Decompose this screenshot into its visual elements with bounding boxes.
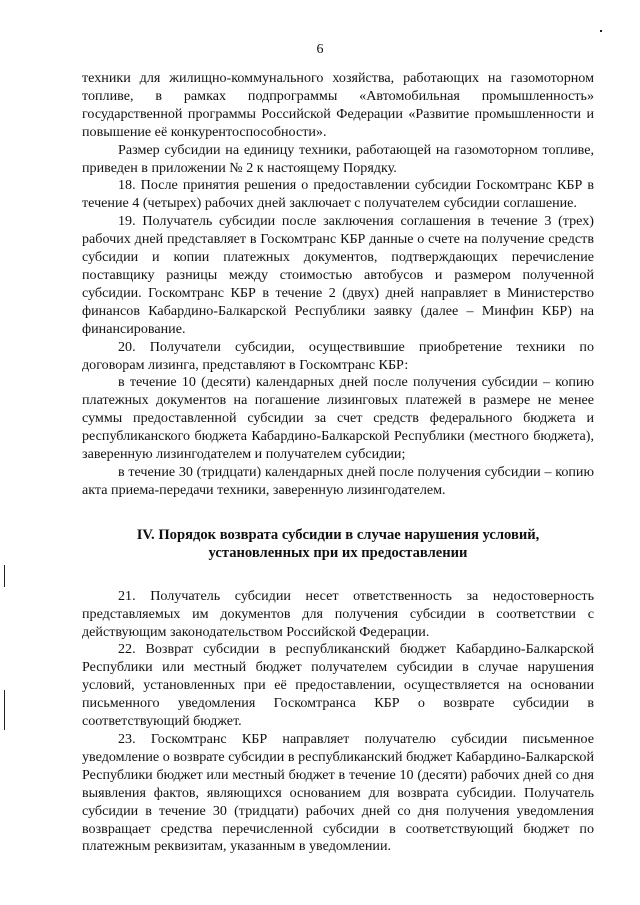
- paragraph: 19. Получатель субсидии после заключения соглашения в течение 3 (трех) рабочих дней представляет в Госкомтранс КБР данные о счете на получение средств субсидии и копии платежных документов, подтверждающих перечисление поставщику разницы между стоимостью автобусов и размером полученной субсидии. Госкомтранс КБР в течение 2 (двух) дней направляет в Министерство финансов Кабардино-Балкарской Республики заявку (далее – Минфин КБР) на финансирование.: [82, 213, 594, 337]
- paragraph: Размер субсидии на единицу техники, работающей на газомоторном топливе, приведен в приложении № 2 к настоящему Порядку.: [82, 141, 594, 176]
- scan-artifact: [600, 30, 602, 32]
- paragraph: 21. Получатель субсидии несет ответственность за недостоверность представляемых им документов для получения субсидии в соответствии с действующим законодательством Российской Федерации.: [82, 587, 594, 640]
- scan-artifact: [4, 690, 5, 730]
- paragraph: 23. Госкомтранс КБР направляет получателю субсидии письменное уведомление о возврате субсидии в республиканский бюджет Кабардино-Балкарской Республики бюджет или местный бюджет в течение 10 (десяти) рабочих дней со дня выявления фактов, являющихся основанием для возврата субсидии. Получатель субсидии в течение 30 (тридцати) рабочих дней со дня получения уведомления возвращает средства перечисленной субсидии в соответствующий бюджет по платежным реквизитам, указанным в уведомлении.: [82, 731, 594, 855]
- section-heading: [82, 526, 594, 562]
- paragraph: в течение 30 (тридцати) календарных дней после получения субсидии – копию акта приема-передачи техники, заверенную лизингодателем.: [82, 463, 594, 498]
- scan-artifact: [4, 565, 5, 587]
- paragraph: техники для жилищно-коммунального хозяйства, работающих на газомоторном топливе, в рамках подпрограммы «Автомобильная промышленность» государственной программы Российской Федерации «Развитие промышленности и повышение её конкурентоспособности».: [82, 70, 594, 140]
- section-heading-line: IV. Порядок возврата субсидии в случае нарушения условий,: [136, 526, 540, 543]
- section-heading-line: установленных при их предоставлении: [208, 544, 468, 561]
- paragraph: 18. После принятия решения о предоставлении субсидии Госкомтранс КБР в течение 4 (четырех) рабочих дней заключает с получателем субсидии соглашение.: [82, 177, 594, 212]
- paragraph: в течение 10 (десяти) календарных дней после получения субсидии – копию платежных документов на погашение лизинговых платежей в размере не менее суммы предоставленной субсидии за счет средств федерального бюджета и республиканского бюджета Кабардино-Балкарской Республики (местного бюджета), заверенную лизингодателем и получателем субсидии;: [82, 374, 594, 463]
- page-number: 6: [316, 42, 324, 57]
- document-body: [82, 70, 594, 856]
- paragraph: 20. Получатели субсидии, осуществившие приобретение техники по договорам лизинга, представляют в Госкомтранс КБР:: [82, 338, 594, 373]
- paragraph: 22. Возврат субсидии в республиканский бюджет Кабардино-Балкарской Республики или местный бюджет получателем субсидии в случае нарушения условий, установленных при её предоставлении, осуществляется на основании письменного уведомления Госкомтранса КБР о возврате субсидии в соответствующий бюджет.: [82, 641, 594, 730]
